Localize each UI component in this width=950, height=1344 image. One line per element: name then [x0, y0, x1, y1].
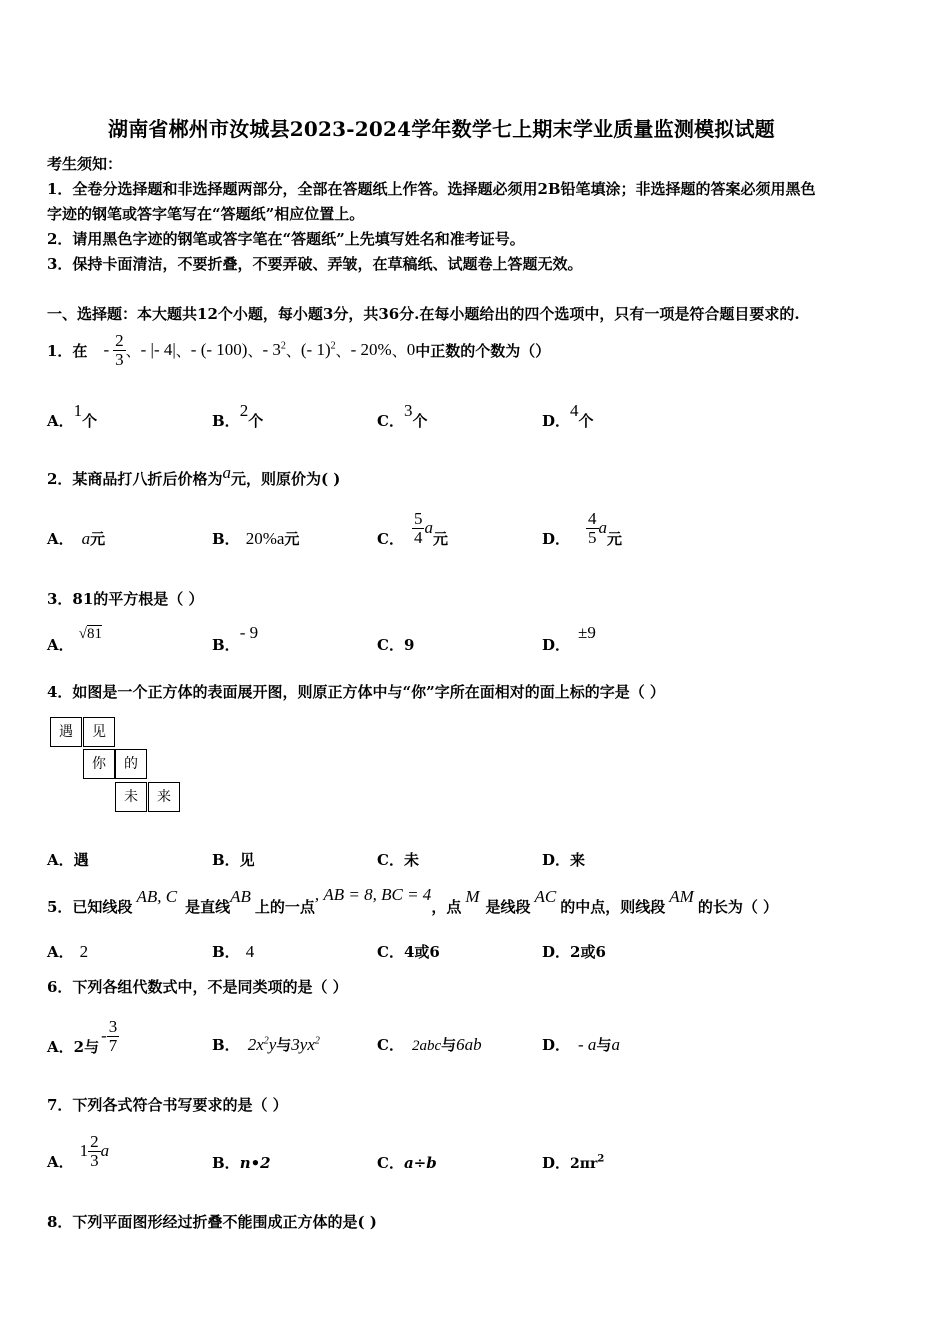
q1-option-b[interactable]: B．2个: [212, 401, 264, 430]
notice-line-2: 2．请用黑色字迹的钢笔或答字笔在“答题纸”上先填写姓名和准考证号。: [47, 230, 525, 248]
q1-expr-5: (- 1)$^2$: [300, 340, 336, 359]
q1-option-c[interactable]: C．3个: [377, 401, 428, 430]
q4-option-c[interactable]: C．未: [377, 851, 419, 869]
question-8-stem: 8．下列平面图形经过折叠不能围成正方体的是( ): [47, 1213, 377, 1231]
q7-option-c[interactable]: C．a÷b: [377, 1154, 437, 1172]
q5-option-d[interactable]: D．2或6: [542, 943, 606, 961]
q6-option-c[interactable]: C． 2abc与6ab: [377, 1035, 482, 1054]
q6-option-d[interactable]: D． - a与a: [542, 1035, 620, 1054]
notice-line-3: 3．保持卡面清洁，不要折叠，不要弄破、弄皱，在草稿纸、试题卷上答题无效。: [47, 255, 583, 273]
q1-suffix: 中正数的个数为（）: [415, 341, 551, 360]
q5-option-b[interactable]: B． 4: [212, 942, 255, 961]
q7-option-d[interactable]: D．$2\pi r^2$: [542, 1153, 605, 1172]
q1-expr-4: - $3^2$: [262, 340, 286, 359]
question-2-stem: 2．某商品打八折后价格为a元，则原价为( ): [47, 463, 341, 488]
q4-option-d[interactable]: D．来: [542, 851, 586, 869]
q4-option-a[interactable]: A．遇: [47, 851, 89, 869]
q1-sep: 、: [125, 341, 141, 360]
q4-option-b[interactable]: B．见: [212, 851, 255, 869]
q5-option-a[interactable]: A． 2: [47, 942, 89, 961]
q3-option-d[interactable]: D．±9: [542, 623, 596, 654]
q7-option-a[interactable]: A． 1 $\frac{2}{3}$ a: [47, 1131, 110, 1171]
q1-expr-3: - (- 100): [190, 340, 248, 359]
net-face-4: 的: [115, 749, 147, 779]
q7-option-b[interactable]: B．n•2: [212, 1154, 271, 1172]
net-face-2: 见: [83, 717, 115, 747]
q6-option-a[interactable]: A．2与 - $\frac{3}{7}$: [47, 1016, 118, 1056]
q3-option-c[interactable]: C．9: [377, 636, 415, 654]
notice-heading: 考生须知：: [47, 155, 123, 173]
q3-option-a[interactable]: A． √81: [47, 626, 102, 654]
question-6-stem: 6．下列各组代数式中，不是同类项的是（ ）: [47, 978, 348, 996]
net-face-5: 未: [115, 782, 147, 812]
q2-option-c[interactable]: C． $\frac{5}{4}$ a 元: [377, 508, 448, 548]
net-face-6: 来: [148, 782, 180, 812]
q1-expr-7: 0: [406, 340, 416, 359]
q5-option-c[interactable]: C．4或6: [377, 943, 440, 961]
question-5-stem: 5．已知线段AB, C是直线AB上的一点, AB = 8, BC = 4，点M是线段AC的中点，则线段AM的长为（ ）: [47, 885, 779, 916]
q2-option-d[interactable]: D． $\frac{4}{5}$ a 元: [542, 508, 623, 548]
q1-expr-6: - 20%: [350, 340, 392, 359]
q3-sqrt: √81: [78, 626, 102, 642]
q3-option-b[interactable]: B．- 9: [212, 623, 259, 654]
cube-net-figure: [50, 717, 190, 817]
question-4-stem: 4．如图是一个正方体的表面展开图，则原正方体中与“你”字所在面相对的面上标的字是（ ）: [47, 683, 665, 701]
q1-option-d[interactable]: D．4个: [542, 401, 594, 430]
net-face-1: 遇: [50, 717, 82, 747]
section-heading: 一、选择题：本大题共12个小题，每小题3分，共36分.在每小题给出的四个选项中，只有一项是符合题目要求的.: [47, 305, 800, 323]
question-1-stem: 1．在 - $\frac{2}{3}$ 、 - |- 4| 、 - (- 100) 、 - $3^2$ 、 (- 1)$^2$ 、 - 20% 、 0 中正数的个数为（）: [47, 330, 551, 369]
q1-expr-2: - |- 4|: [140, 340, 176, 359]
q1-neg: -: [103, 340, 110, 359]
question-3-stem: 3．81的平方根是（ ）: [47, 590, 204, 608]
notice-line-1b: 字迹的钢笔或答字笔写在“答题纸”相应位置上。: [47, 205, 365, 223]
page-title: 湖南省郴州市汝城县2023-2024学年数学七上期末学业质量监测模拟试题: [108, 117, 775, 141]
q1-prefix: 1．在: [47, 341, 88, 360]
q6-option-b[interactable]: B． $2x^2y$与$3yx^2$: [212, 1035, 320, 1054]
q2-option-b[interactable]: B． 20%a元: [212, 529, 300, 548]
q1-option-a[interactable]: A．1个: [47, 401, 98, 430]
net-face-3: 你: [83, 749, 115, 779]
q2-option-a[interactable]: A． a元: [47, 529, 106, 548]
q1-fraction: $\frac{2}{3}$: [115, 330, 124, 369]
notice-line-1a: 1．全卷分选择题和非选择题两部分，全部在答题纸上作答。选择题必须用2B铅笔填涂；非选择题的答案必须用黑色: [47, 180, 816, 198]
question-7-stem: 7．下列各式符合书写要求的是（ ）: [47, 1096, 288, 1114]
